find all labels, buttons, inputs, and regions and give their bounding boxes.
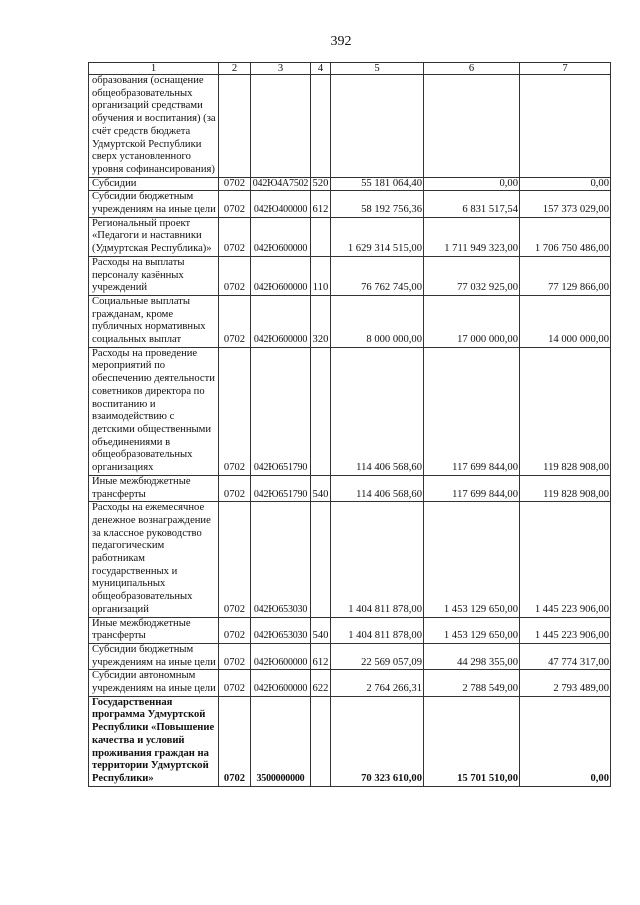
amount-col6: 117 699 844,00: [424, 475, 520, 501]
amount-col5: 76 762 745,00: [331, 256, 424, 295]
section-code: 0702: [219, 643, 251, 669]
amount-col5: 8 000 000,00: [331, 295, 424, 347]
amount-col6: 15 701 510,00: [424, 696, 520, 786]
amount-col5: 114 406 568,60: [331, 347, 424, 475]
expense-type: [311, 696, 331, 786]
amount-col7: 0,00: [520, 696, 611, 786]
amount-col6: [424, 75, 520, 178]
table-row: [89, 217, 611, 256]
amount-col5: 1 629 314 515,00: [331, 217, 424, 256]
target-code: 042Ю600000: [251, 217, 311, 256]
amount-col7: 157 373 029,00: [520, 191, 611, 217]
table-row: [89, 696, 611, 786]
section-code: 0702: [219, 502, 251, 617]
column-header: 7: [520, 63, 611, 75]
expense-type: 520: [311, 177, 331, 191]
row-name: Расходы на ежемесячное денежное вознаграждение за классное руководство педагогическим работникам государственных и муниципальных общеобразовательных организаций: [89, 502, 219, 617]
expense-type: 540: [311, 475, 331, 501]
target-code: 042Ю653030: [251, 502, 311, 617]
row-name: Субсидии бюджетным учреждениям на иные цели: [89, 643, 219, 669]
amount-col6: 117 699 844,00: [424, 347, 520, 475]
row-name: образования (оснащение общеобразовательных организаций средствами обучения и воспитания) (за счёт средств бюджета Удмуртской Республики сверх установленного уровня софинансирования): [89, 75, 219, 178]
table-row: [89, 670, 611, 696]
target-code: 042Ю651790: [251, 347, 311, 475]
amount-col7: [520, 75, 611, 178]
row-name: Региональный проект «Педагоги и наставники (Удмуртская Республика)»: [89, 217, 219, 256]
table-row: [89, 617, 611, 643]
table-row: [89, 75, 611, 178]
amount-col7: 1 445 223 906,00: [520, 617, 611, 643]
expense-type: 612: [311, 643, 331, 669]
amount-col7: 2 793 489,00: [520, 670, 611, 696]
target-code: 042Ю600000: [251, 643, 311, 669]
column-header: 2: [219, 63, 251, 75]
expense-type: 622: [311, 670, 331, 696]
section-code: 0702: [219, 177, 251, 191]
amount-col7: 119 828 908,00: [520, 347, 611, 475]
section-code: [219, 75, 251, 178]
row-name: Расходы на выплаты персоналу казённых учреждений: [89, 256, 219, 295]
table-row: [89, 191, 611, 217]
amount-col5: 1 404 811 878,00: [331, 617, 424, 643]
amount-col7: 119 828 908,00: [520, 475, 611, 501]
amount-col6: 1 453 129 650,00: [424, 502, 520, 617]
target-code: 042Ю600000: [251, 256, 311, 295]
target-code: 042Ю600000: [251, 295, 311, 347]
amount-col7: 1 445 223 906,00: [520, 502, 611, 617]
amount-col5: 2 764 266,31: [331, 670, 424, 696]
amount-col5: 55 181 064,40: [331, 177, 424, 191]
column-header: 1: [89, 63, 219, 75]
row-name: Государственная программа Удмуртской Республики «Повышение качества и условий проживания граждан на территории Удмуртской Республики»: [89, 696, 219, 786]
row-name: Субсидии автономным учреждениям на иные цели: [89, 670, 219, 696]
amount-col6: 77 032 925,00: [424, 256, 520, 295]
table-body: [89, 75, 611, 787]
section-code: 0702: [219, 347, 251, 475]
row-name: Субсидии: [89, 177, 219, 191]
page-number: 392: [330, 34, 352, 49]
row-name: Субсидии бюджетным учреждениям на иные цели: [89, 191, 219, 217]
amount-col5: [331, 75, 424, 178]
column-header: 3: [251, 63, 311, 75]
expense-type: 110: [311, 256, 331, 295]
amount-col5: 1 404 811 878,00: [331, 502, 424, 617]
section-code: 0702: [219, 217, 251, 256]
amount-col6: 17 000 000,00: [424, 295, 520, 347]
table-row: [89, 256, 611, 295]
section-code: 0702: [219, 696, 251, 786]
section-code: 0702: [219, 617, 251, 643]
expense-type: 612: [311, 191, 331, 217]
expense-type: 540: [311, 617, 331, 643]
amount-col6: 0,00: [424, 177, 520, 191]
expense-type: 320: [311, 295, 331, 347]
amount-col5: 70 323 610,00: [331, 696, 424, 786]
amount-col6: 1 711 949 323,00: [424, 217, 520, 256]
target-code: 042Ю653030: [251, 617, 311, 643]
target-code: 042Ю651790: [251, 475, 311, 501]
section-code: 0702: [219, 191, 251, 217]
column-header: 5: [331, 63, 424, 75]
column-header: 6: [424, 63, 520, 75]
amount-col7: 1 706 750 486,00: [520, 217, 611, 256]
row-name: Социальные выплаты гражданам, кроме публичных нормативных социальных выплат: [89, 295, 219, 347]
target-code: 3500000000: [251, 696, 311, 786]
section-code: 0702: [219, 256, 251, 295]
amount-col6: 2 788 549,00: [424, 670, 520, 696]
table-row: [89, 347, 611, 475]
amount-col7: 77 129 866,00: [520, 256, 611, 295]
table-row: [89, 643, 611, 669]
expense-type: [311, 347, 331, 475]
table-header-row: [89, 63, 611, 75]
row-name: Расходы на проведение мероприятий по обеспечению деятельности советников директора по воспитанию и взаимодействию с детскими общественными объединениями в общеобразовательных организациях: [89, 347, 219, 475]
row-name: Иные межбюджетные трансферты: [89, 617, 219, 643]
amount-col6: 44 298 355,00: [424, 643, 520, 669]
row-name: Иные межбюджетные трансферты: [89, 475, 219, 501]
budget-table: [88, 62, 611, 787]
amount-col7: 0,00: [520, 177, 611, 191]
amount-col5: 22 569 057,09: [331, 643, 424, 669]
amount-col6: 1 453 129 650,00: [424, 617, 520, 643]
amount-col7: 47 774 317,00: [520, 643, 611, 669]
table-row: [89, 502, 611, 617]
amount-col5: 58 192 756,36: [331, 191, 424, 217]
section-code: 0702: [219, 670, 251, 696]
amount-col6: 6 831 517,54: [424, 191, 520, 217]
target-code: 042Ю600000: [251, 670, 311, 696]
section-code: 0702: [219, 475, 251, 501]
table-row: [89, 295, 611, 347]
expense-type: [311, 75, 331, 178]
target-code: 042Ю400000: [251, 191, 311, 217]
expense-type: [311, 502, 331, 617]
table-row: [89, 177, 611, 191]
table-row: [89, 475, 611, 501]
column-header: 4: [311, 63, 331, 75]
expense-type: [311, 217, 331, 256]
amount-col7: 14 000 000,00: [520, 295, 611, 347]
section-code: 0702: [219, 295, 251, 347]
target-code: 042Ю4А7502: [251, 177, 311, 191]
target-code: [251, 75, 311, 178]
amount-col5: 114 406 568,60: [331, 475, 424, 501]
